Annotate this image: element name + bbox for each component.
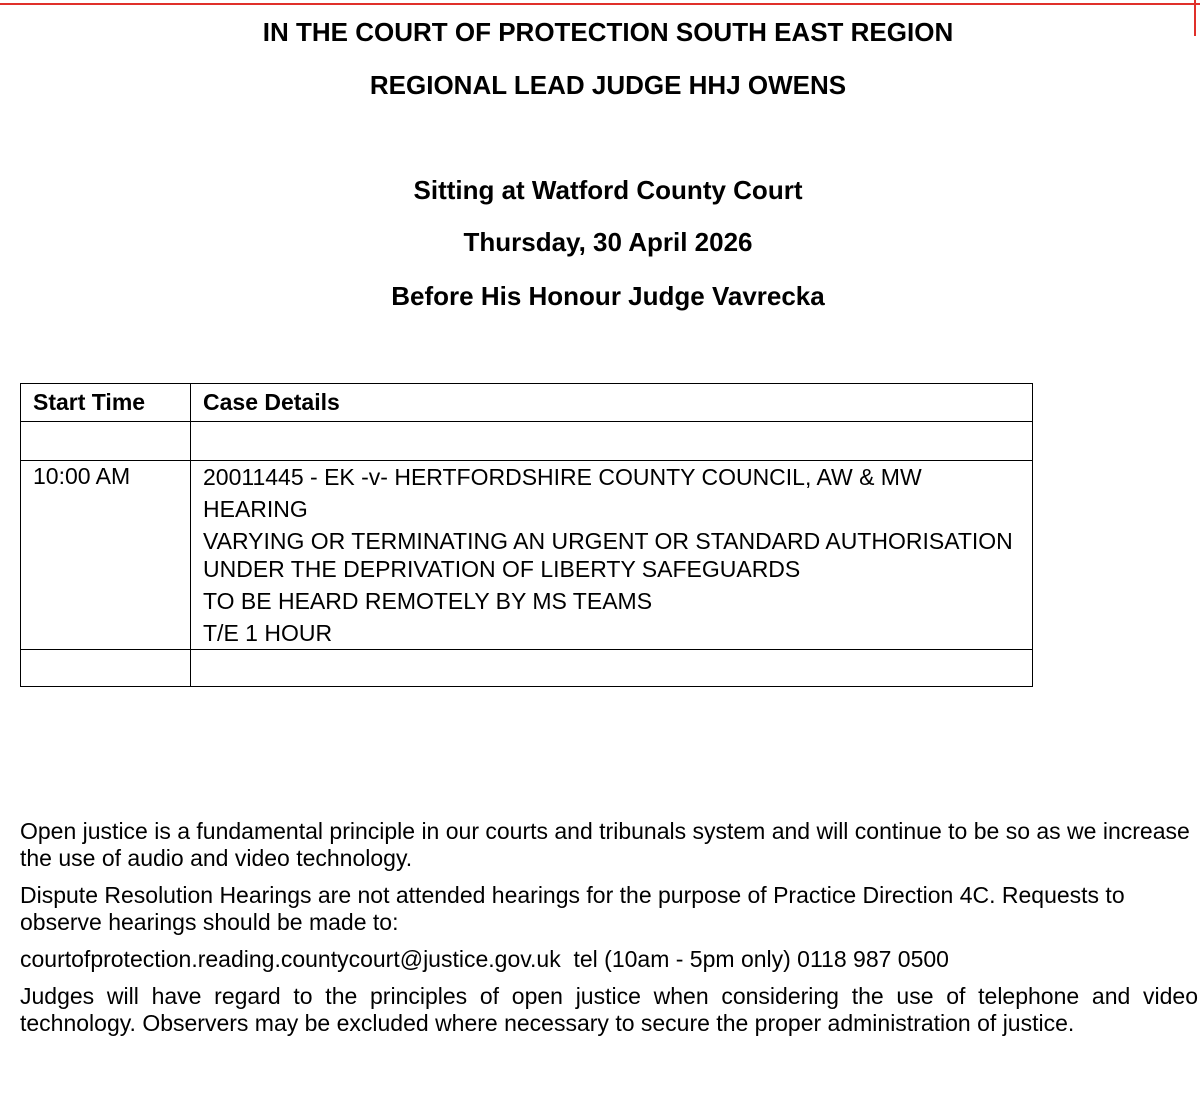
hearing-list-table xyxy=(20,383,1033,687)
hearing-description: VARYING OR TERMINATING AN URGENT OR STANDARD AUTHORISATION UNDER THE DEPRIVATION OF LIBERTY SAFEGUARDS xyxy=(203,528,1013,582)
empty-cell xyxy=(191,650,1033,687)
court-heading: IN THE COURT OF PROTECTION SOUTH EAST REGION xyxy=(262,17,954,47)
case-number-parties: 20011445 - EK -v- HERTFORDSHIRE COUNTY COUNCIL, AW & MW xyxy=(203,464,922,490)
case-details-cell xyxy=(191,461,1033,650)
column-header-start-time: Start Time xyxy=(21,384,191,422)
note-open-justice: Open justice is a fundamental principle in our courts and tribunals system and will continue to be so as we increase the use of audio and video technology. xyxy=(20,818,1190,871)
top-red-rule xyxy=(0,3,1200,5)
empty-row xyxy=(21,650,1033,687)
hearing-type: HEARING xyxy=(203,496,308,522)
column-header-case-details: Case Details xyxy=(191,384,1033,422)
sitting-location: Sitting at Watford County Court xyxy=(413,175,803,205)
presiding-judge: Before His Honour Judge Vavrecka xyxy=(391,281,825,311)
sitting-date: Thursday, 30 April 2026 xyxy=(463,227,753,257)
lead-judge-heading: REGIONAL LEAD JUDGE HHJ OWENS xyxy=(369,70,847,100)
start-time-cell: 10:00 AM xyxy=(21,461,191,650)
time-estimate: T/E 1 HOUR xyxy=(203,620,333,646)
note-contact-details: courtofprotection.reading.countycourt@justice.gov.uk tel (10am - 5pm only) 0118 987 0500 xyxy=(20,946,949,972)
table-header-row xyxy=(21,384,1033,422)
empty-cell xyxy=(21,650,191,687)
hearing-mode: TO BE HEARD REMOTELY BY MS TEAMS xyxy=(203,588,653,614)
table-row xyxy=(21,461,1033,650)
open-justice-notes xyxy=(20,818,1198,1047)
note-observe-requests: Dispute Resolution Hearings are not attended hearings for the purpose of Practice Direction 4C. Requests to observe hearings should be made to: xyxy=(20,882,1125,935)
empty-row xyxy=(21,422,1033,461)
note-judges-regard: Judges will have regard to the principles of open justice when considering the use of telephone and video technology. Observers may be excluded where necessary to secure the proper administration of justice. xyxy=(20,983,1198,1036)
empty-cell xyxy=(191,422,1033,461)
empty-cell xyxy=(21,422,191,461)
